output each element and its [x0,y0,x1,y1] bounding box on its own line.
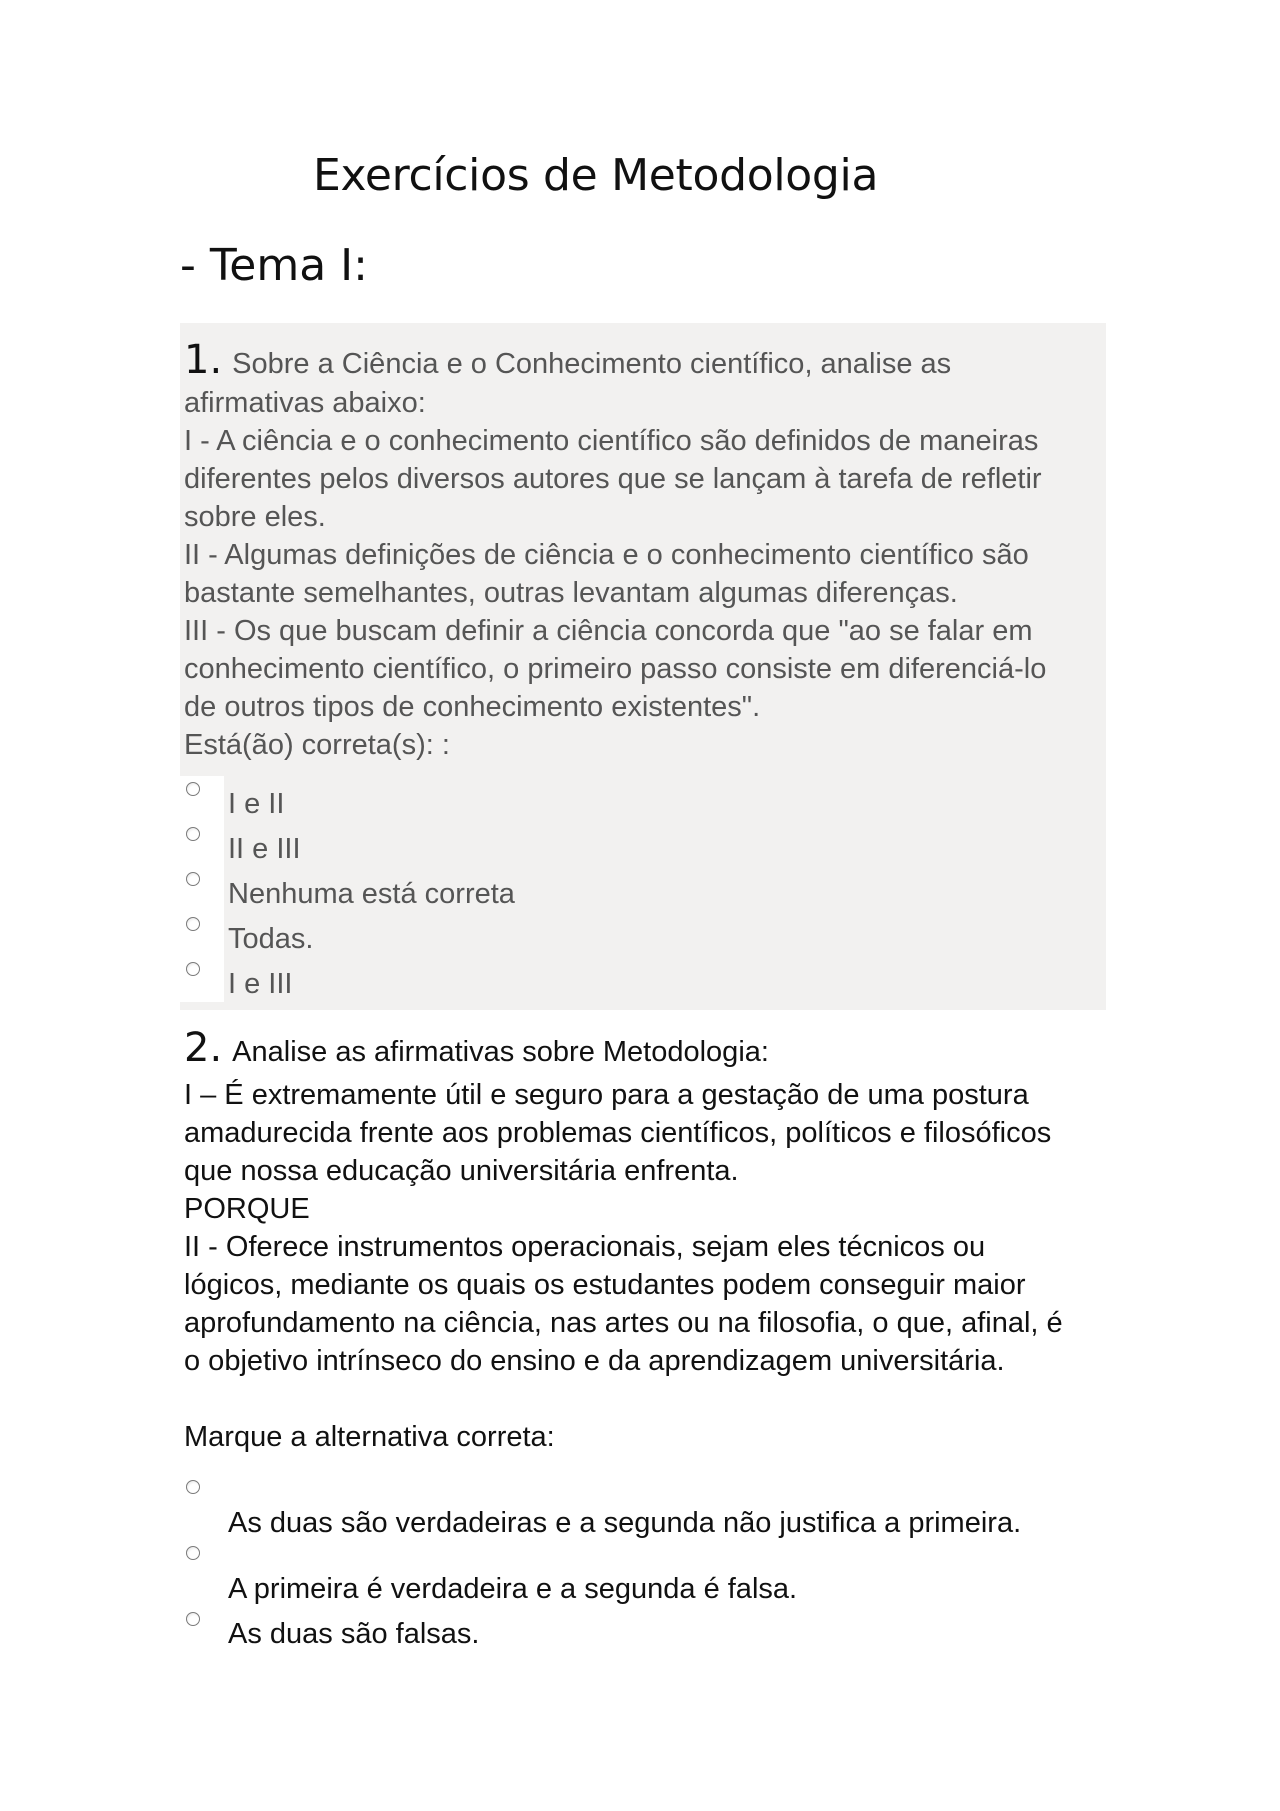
radio-button[interactable] [186,1612,200,1626]
question-1-option[interactable] [184,868,1104,913]
question-1-text-line: sobre eles. [184,501,326,533]
question-1-text-line: conhecimento científico, o primeiro passo consiste em diferenciá-lo [184,653,1047,685]
radio-cell [180,911,224,957]
question-1-text-line: bastante semelhantes, outras levantam algumas diferenças. [184,577,958,609]
question-1-options [184,778,1104,1003]
question-2-text-line: que nossa educação universitária enfrenta. [184,1155,739,1187]
question-2-number: 2. [184,1025,223,1071]
question-2-text-line: II - Oferece instrumentos operacionais, sejam eles técnicos ou [184,1231,986,1263]
question-2-text-line: o objetivo intrínseco do ensino e da aprendizagem universitária. [184,1345,1005,1377]
option-label: I e II [228,788,285,820]
option-label: II e III [228,833,301,865]
question-1-option[interactable] [184,913,1104,958]
question-1-option[interactable] [184,823,1104,868]
question-2-option[interactable] [184,1476,1104,1542]
question-1 [184,330,1104,1003]
question-1-text-line: III - Os que buscam definir a ciência concorda que "ao se falar em [184,615,1033,647]
question-2-prompt: Analise as afirmativas sobre Metodologia: [232,1036,769,1068]
radio-button[interactable] [186,1546,200,1560]
document-subtitle: - Tema I: [180,240,368,291]
radio-cell [180,866,224,912]
question-1-option[interactable] [184,958,1104,1003]
question-1-text-line: II - Algumas definições de ciência e o conhecimento científico são [184,539,1029,571]
question-2-header [184,1020,1104,1080]
question-1-prompt: Sobre a Ciência e o Conhecimento científico, analise as [232,348,952,380]
option-label: Nenhuma está correta [228,878,515,910]
blank-line [184,1380,1104,1418]
radio-cell [180,956,224,1002]
radio-cell [180,776,224,822]
question-2-option[interactable] [184,1608,1104,1653]
question-1-text-line: de outros tipos de conhecimento existentes". [184,691,761,723]
question-1-text-line: diferentes pelos diversos autores que se lançam à tarefa de refletir [184,463,1042,495]
option-label: Todas. [228,923,314,955]
radio-button[interactable] [186,1480,200,1494]
question-2-options [184,1476,1104,1653]
document-title: Exercícios de Metodologia [313,150,879,201]
radio-button[interactable] [186,827,200,841]
question-2-option[interactable] [184,1542,1104,1608]
question-2 [184,1020,1104,1653]
option-label: As duas são verdadeiras e a segunda não justifica a primeira. [228,1507,1022,1539]
question-2-instruction: Marque a alternativa correta: [184,1421,555,1453]
question-2-text-line: lógicos, mediante os quais os estudantes podem conseguir maior [184,1269,1026,1301]
question-1-text-line: I - A ciência e o conhecimento científico são definidos de maneiras [184,425,1039,457]
option-label: As duas são falsas. [228,1618,480,1650]
option-label: A primeira é verdadeira e a segunda é falsa. [228,1573,798,1605]
question-2-text-line: I – É extremamente útil e seguro para a gestação de uma postura [184,1079,1029,1111]
question-2-text-line: aprofundamento na ciência, nas artes ou na filosofia, o que, afinal, é [184,1307,1063,1339]
question-1-text-line: afirmativas abaixo: [184,387,426,419]
question-1-number: 1. [184,337,223,383]
question-2-text-line: PORQUE [184,1193,310,1225]
question-1-text-line: Está(ão) correta(s): : [184,729,450,761]
question-1-option[interactable] [184,778,1104,823]
radio-button[interactable] [186,917,200,931]
question-2-text-line: amadurecida frente aos problemas científicos, políticos e filosóficos [184,1117,1052,1149]
radio-button[interactable] [186,872,200,886]
radio-cell [180,821,224,867]
option-label: I e III [228,968,293,1000]
radio-button[interactable] [186,782,200,796]
radio-button[interactable] [186,962,200,976]
